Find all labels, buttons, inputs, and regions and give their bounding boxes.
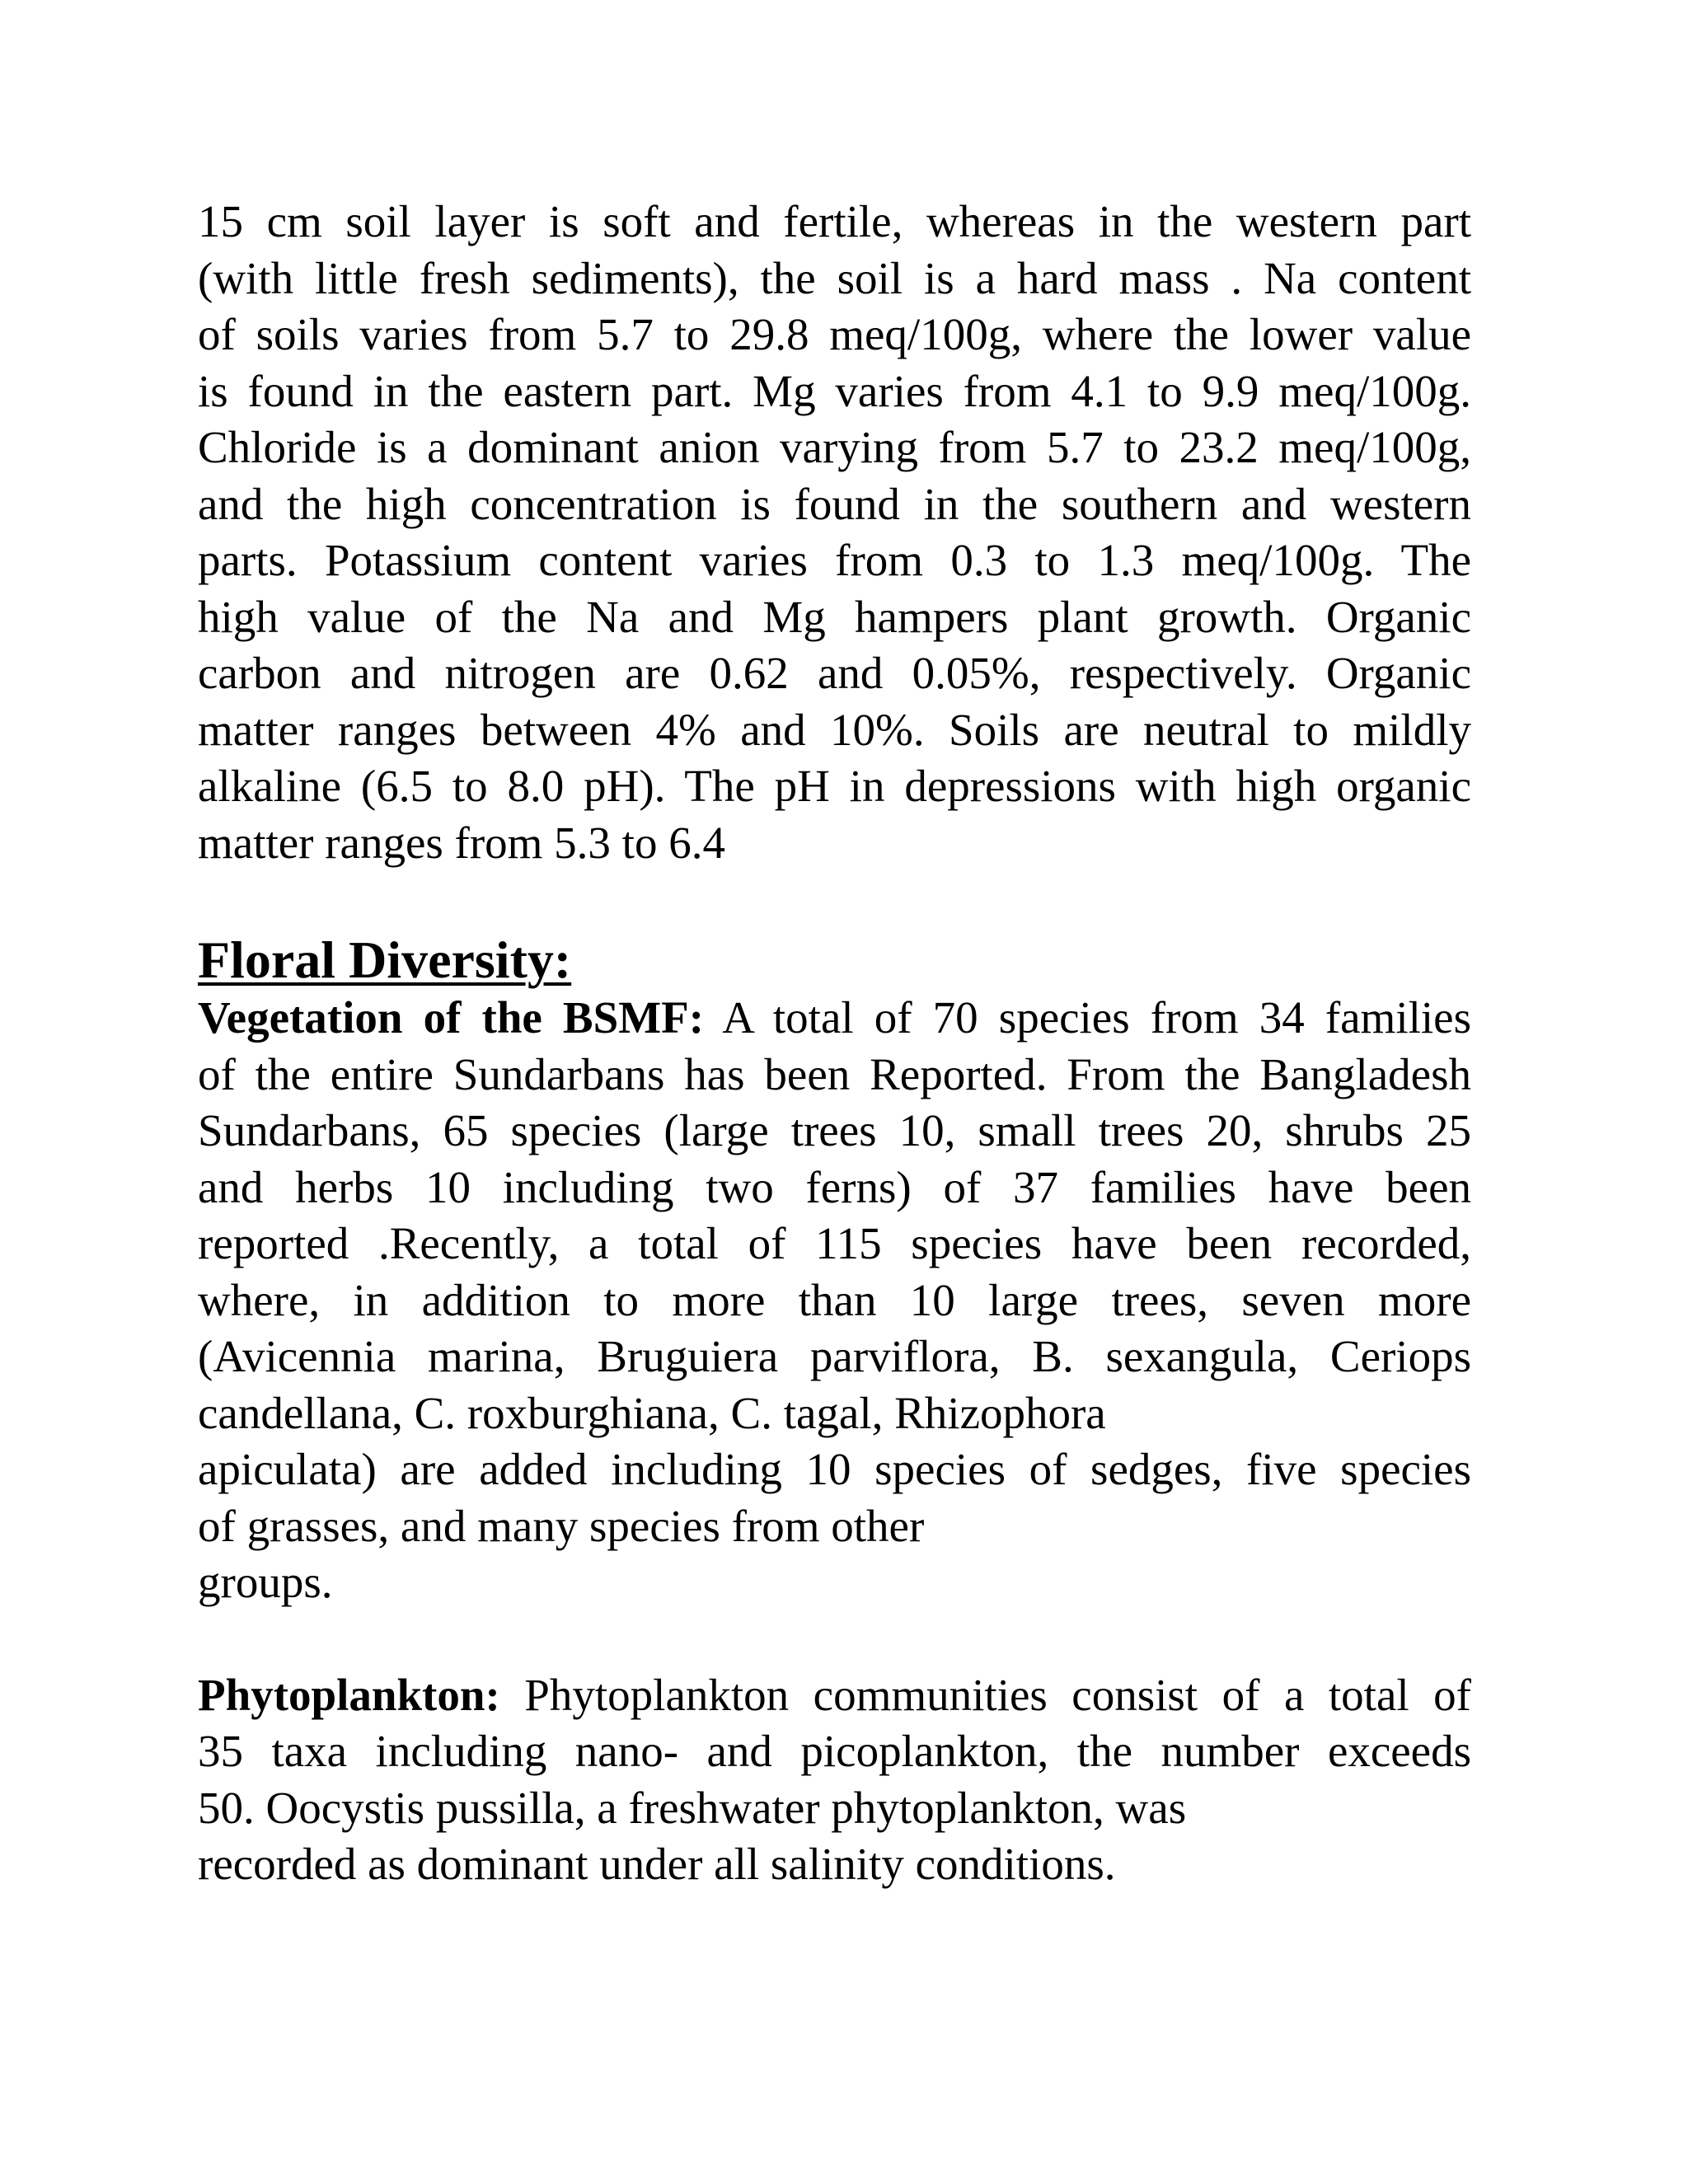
text-line: 35 taxa including nano- and picoplankton, the number exceeds bbox=[198, 1726, 1471, 1776]
vegetation-paragraph bbox=[198, 990, 1471, 1611]
text-line: carbon and nitrogen are 0.62 and 0.05%, respectively. Organic bbox=[198, 648, 1471, 698]
vegetation-lead: Vegetation of the BSMF: bbox=[198, 992, 705, 1043]
phytoplankton-lead: Phytoplankton: bbox=[198, 1669, 500, 1720]
text-line: (with little fresh sediments), the soil is a hard mass . Na content bbox=[198, 252, 1471, 303]
text-line: recorded as dominant under all salinity conditions. bbox=[198, 1839, 1116, 1889]
section-heading: Floral Diversity: bbox=[198, 930, 572, 989]
text-line bbox=[198, 990, 1471, 1047]
soil-paragraph bbox=[198, 194, 1471, 871]
text-line: 15 cm soil layer is soft and fertile, whereas in the western part bbox=[198, 196, 1471, 246]
text-line: and herbs 10 including two ferns) of 37 families have been bbox=[198, 1161, 1471, 1212]
text-line bbox=[198, 1667, 1471, 1724]
text-line: alkaline (6.5 to 8.0 pH). The pH in depressions with high organic bbox=[198, 761, 1471, 811]
text-line: where, in addition to more than 10 large trees, seven more bbox=[198, 1274, 1471, 1325]
document-page bbox=[198, 194, 1471, 1893]
text-line: Sundarbans, 65 species (large trees 10, small trees 20, shrubs 25 bbox=[198, 1105, 1471, 1155]
vegetation-first-text: A total of 70 species from 34 families bbox=[704, 992, 1471, 1043]
text-line: 50. Oocystis pussilla, a freshwater phytoplankton, was bbox=[198, 1782, 1187, 1833]
text-line: of soils varies from 5.7 to 29.8 meq/100g, where the lower value bbox=[198, 309, 1471, 359]
text-line: is found in the eastern part. Mg varies from 4.1 to 9.9 meq/100g. bbox=[198, 365, 1471, 416]
text-line: reported .Recently, a total of 115 species have been recorded, bbox=[198, 1218, 1471, 1268]
text-line: matter ranges between 4% and 10%. Soils are neutral to mildly bbox=[198, 704, 1471, 755]
text-line: Chloride is a dominant anion varying from 5.7 to 23.2 meq/100g, bbox=[198, 422, 1471, 472]
text-line: high value of the Na and Mg hampers plant growth. Organic bbox=[198, 591, 1471, 642]
text-line: parts. Potassium content varies from 0.3 to 1.3 meq/100g. The bbox=[198, 535, 1471, 585]
text-line: apiculata) are added including 10 species of sedges, five species bbox=[198, 1444, 1471, 1494]
phytoplankton-paragraph bbox=[198, 1667, 1471, 1893]
paragraph-gap bbox=[198, 1611, 1471, 1667]
text-line: (Avicennia marina, Bruguiera parviflora, B. sexangula, Ceriops bbox=[198, 1331, 1471, 1381]
text-line: and the high concentration is found in the southern and western bbox=[198, 478, 1471, 529]
text-line: of grasses, and many species from other bbox=[198, 1500, 925, 1551]
text-line: matter ranges from 5.3 to 6.4 bbox=[198, 817, 725, 868]
text-line: of the entire Sundarbans has been Reported. From the Bangladesh bbox=[198, 1048, 1471, 1099]
phytoplankton-first-text: Phytoplankton communities consist of a total of bbox=[499, 1669, 1471, 1720]
text-line: groups. bbox=[198, 1557, 333, 1607]
text-line: candellana, C. roxburghiana, C. tagal, Rhizophora bbox=[198, 1387, 1106, 1438]
